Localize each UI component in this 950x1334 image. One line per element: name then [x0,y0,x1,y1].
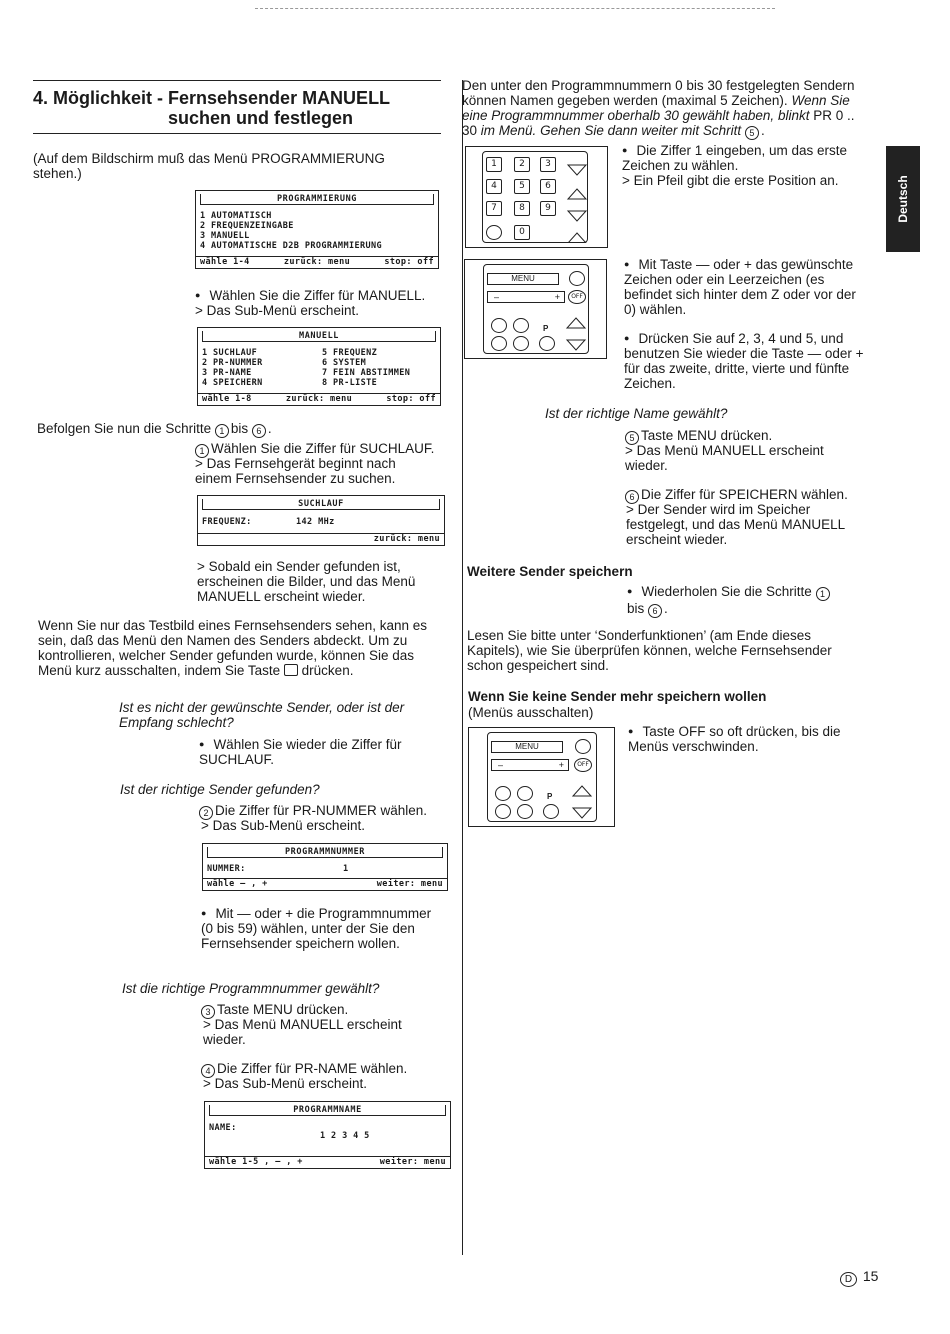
right-intro: Den unter den Programmnummern 0 bis 30 festgelegten Sendern können Namen gegeben werden (maximal 5 Zeichen). Wenn Sie eine Programmnummer oberhalb 30 gewählt haben, blinkt PR 0 .. 30 im Menü. Gehen Sie dann weiter mit Schritt 5 . [462,78,855,138]
page-footer [840,1268,878,1287]
round-key [491,336,507,351]
step1-result: > Das Fernsehgerät beginnt nach einem Fernsehsender zu suchen. [195,456,396,486]
right-intro-blinkt: blinkt [777,108,810,123]
menu-item: 1 AUTOMATISCH [200,211,272,221]
step5-result: > Das Menü MANUELL erscheint wieder. [625,443,824,473]
menu-footer-select: wähle 1-8 [202,394,252,404]
menu-item: 5 FREQUENZ [322,348,378,358]
remote-menu-illustration [464,259,607,359]
weitere-heading: Weitere Sender speichern [467,564,633,579]
menu-title: SUCHLAUF [202,499,440,510]
menu-item: 8 PR-LISTE [322,378,378,388]
round-key [517,786,533,801]
menu-programmnummer [202,843,448,891]
minus-label: – [498,760,504,770]
step-number-1: 1 [215,424,229,438]
menu-key [491,741,563,753]
menu-key-label: MENU [515,742,539,751]
menu-item: 2 FREQUENZEINGABE [200,221,294,231]
menu-footer-stop: stop: off [384,257,434,267]
testbild-body: Wenn Sie nur das Testbild eines Fernsehsenders sehen, kann es sein, daß das Menü den Namen des Senders abdeckt. Um zu kontrollieren, welcher Sender gefunden wurde, können Sie das Menü kurz ausschalten, indem Sie Taste [38,618,427,678]
minus-label: – [494,292,500,302]
right-intro-pr: PR 0 .. 30 [462,108,855,138]
testbild-end: drücken. [301,663,354,678]
arrow-keys-icon [566,155,588,243]
menu-programmname [204,1101,451,1169]
step2-text: Die Ziffer für PR-NUMMER wählen. [215,803,428,818]
page-number: 15 [862,1268,879,1284]
step-number-3: 3 [201,1005,215,1019]
plus-label: + [558,760,564,770]
menu-footer-select: wähle 1-4 [200,257,250,267]
off-key: OFF [574,758,592,772]
step-number-5: 5 [745,126,759,140]
bullet-programmnummer [201,906,441,951]
key-3: 3 [540,157,556,172]
key-9: 9 [540,201,556,216]
step2-result: > Das Sub-Menü erscheint. [201,818,365,833]
right-intro-italic: Wenn Sie eine Programmnummer oberhalb 30 gewählt haben, [462,93,850,123]
key-5: 5 [514,179,530,194]
menu-footer-next: weiter: menu [379,1157,446,1167]
menu-programmierung [195,190,439,269]
menu-footer [203,878,447,890]
off-bullet: ● Taste OFF so oft drücken, bis die Menüs verschwinden. [628,724,868,754]
step-number-6: 6 [625,490,639,504]
step3-result: > Das Menü MANUELL erscheint wieder. [203,1017,402,1047]
section-title-line2: suchen und festlegen [168,108,354,128]
menu-item: 6 SYSTEM [322,358,367,368]
menu-footer-select: wähle – , + [207,879,268,889]
menu-suchlauf [197,495,445,546]
menu-item: 3 PR-NAME [202,368,252,378]
p-label: P [547,792,553,801]
round-key [495,804,511,819]
step6-result: > Der Sender wird im Speicher festgelegt, und das Menü MANUELL erscheint wieder. [626,502,845,547]
bullet-manuell: ● Wählen Sie die Ziffer für MANUELL. [195,288,425,303]
key-4: 4 [486,179,502,194]
weitere-bullet-text: ● Wiederholen Sie die Schritte [627,584,812,599]
round-key [575,739,591,754]
menu-footer [198,393,440,405]
name-label: NAME: [209,1123,237,1133]
step-number-5: 5 [625,431,639,445]
section-title-line1: 4. Möglichkeit - Fernsehsender MANUELL [33,88,391,108]
round-key [513,318,529,333]
key-2: 2 [514,157,530,172]
weitere-bullet: ● Wiederholen Sie die Schritte 1 bis 6 . [627,584,867,618]
menu-footer-next: weiter: menu [376,879,443,889]
menu-key-label: MENU [511,274,535,283]
menu-footer-back: zurück: menu [283,257,351,267]
menu-item: 7 FEIN ABSTIMMEN [322,368,411,378]
key-7: 7 [486,201,502,216]
wenn-sub: (Menüs ausschalten) [468,705,594,720]
round-key [486,225,502,240]
intro-text: (Auf dem Bildschirm muß das Menü PROGRAMMIERUNG stehen.) [33,151,385,181]
menu-footer [205,1156,450,1168]
bullet-ziffer1: ● Die Ziffer 1 eingeben, um das erste Zeichen zu wählen. [622,143,867,173]
step-number-4: 4 [201,1064,215,1078]
step-number-1: 1 [816,587,830,601]
menu-footer-back: zurück: menu [373,534,440,544]
menu-title: PROGRAMMNAME [209,1105,446,1116]
step6-text: Die Ziffer für SPEICHERN wählen. [641,487,848,502]
menu-title: PROGRAMMIERUNG [200,194,434,205]
wenn-heading: Wenn Sie keine Sender mehr speichern wollen [468,689,767,704]
title-rule-top [33,80,441,81]
menu-item: 4 AUTOMATISCHE D2B PROGRAMMIERUNG [200,241,383,251]
menu-footer-back: zurück: menu [285,394,353,404]
frequency-value: 142 MHz [296,517,335,527]
menu-item: 3 MANUELL [200,231,250,241]
plus-label: + [554,292,560,302]
round-key [569,271,585,286]
steps-intro: Befolgen Sie nun die Schritte 1 bis 6 . [37,421,272,436]
testbild-text [38,618,450,678]
menu-footer-select: wähle 1-5 , – , + [209,1157,303,1167]
step-number-6: 6 [648,604,662,618]
menu-footer [198,533,444,545]
weitere-bis: bis [627,601,645,616]
question-gefunden: Ist der richtige Sender gefunden? [120,782,320,797]
question-name: Ist der richtige Name gewählt? [545,406,728,421]
key-8: 8 [514,201,530,216]
name-positions: 1 2 3 4 5 [320,1131,370,1141]
number-label: NUMMER: [207,864,246,874]
country-badge: D [840,1272,857,1287]
arrow-keys-icon [571,782,593,822]
round-key [543,804,559,819]
round-key [517,804,533,819]
step4-result: > Das Sub-Menü erscheint. [203,1076,367,1091]
off-key: OFF [568,290,586,304]
round-key [513,336,529,351]
bullet-druecken: ● Drücken Sie auf 2, 3, 4 und 5, und benutzen Sie wieder die Taste — oder + für das zweite, dritte, vierte und fünfte Zeichen. [624,331,872,391]
question-sender: Ist es nicht der gewünschte Sender, oder ist der Empfang schlecht? [119,700,405,730]
round-key [495,786,511,801]
language-tab [886,146,920,252]
round-key [491,318,507,333]
pfeil-text: > Ein Pfeil gibt die erste Position an. [622,173,839,188]
step-number-6: 6 [252,424,266,438]
key-0: 0 [514,225,530,240]
bullet-suchlauf-text: ● Wählen Sie wieder die Ziffer für SUCHLAUF. [199,737,402,767]
menu-item: 4 SPEICHERN [202,378,263,388]
menu-title: PROGRAMMNUMMER [207,847,443,858]
step3-text: Taste MENU drücken. [217,1002,349,1017]
tv-key-icon [284,664,298,676]
arrow-keys-icon [565,314,587,354]
title-rule-bottom [33,133,441,134]
remote-numpad-illustration [465,146,608,248]
language-tab-label: Deutsch [896,175,910,223]
menu-item: 2 PR-NUMMER [202,358,263,368]
step1-text: Wählen Sie die Ziffer für SUCHLAUF. [211,441,435,456]
number-value: 1 [343,864,349,874]
menu-footer [196,256,438,268]
frequency-label: FREQUENZ: [202,517,252,527]
bullet-suchlauf [199,737,429,767]
bullet-taste: ● Mit Taste — oder + das gewünschte Zeichen oder ein Leerzeichen (es befindet sich hinter dem Z oder vor der 0) wählen. [624,257,864,317]
sonder-text: Lesen Sie bitte unter ‘Sonderfunktionen’ (am Ende dieses Kapitels), wie Sie überprüfen können, welche Fernsehsender schon gespeichert sind. [467,628,832,673]
step-number-1: 1 [195,444,209,458]
key-1: 1 [486,157,502,172]
minus-plus-key [491,759,569,771]
menu-item: 1 SUCHLAUF [202,348,258,358]
step-number-2: 2 [199,806,213,820]
arrow-submenu: > Das Sub-Menü erscheint. [195,303,359,318]
p-label: P [543,324,549,333]
found-text: > Sobald ein Sender gefunden ist, erscheinen die Bilder, und das Menü MANUELL erscheint wieder. [197,559,416,604]
menu-key [487,273,559,285]
right-intro-italic2: im Menü. Gehen Sie dann weiter mit Schritt [480,123,742,138]
menu-title: MANUELL [202,331,436,342]
top-scan-marks [255,8,775,13]
steps-bis: bis [230,421,249,436]
menu-footer-stop: stop: off [386,394,436,404]
key-6: 6 [540,179,556,194]
column-divider [462,80,463,1255]
minus-plus-key [487,291,565,303]
round-key [539,336,555,351]
step5-text: Taste MENU drücken. [641,428,773,443]
bullet-programmnummer-text: ● Mit — oder + die Programmnummer (0 bis 59) wählen, unter der Sie den Fernsehsender speichern wollen. [201,906,431,951]
steps-intro-text: Befolgen Sie nun die Schritte [37,421,212,436]
menu-manuell [197,327,441,406]
right-intro-normal: Den unter den Programmnummern 0 bis 30 festgelegten Sendern können Namen gegeben werden (maximal 5 Zeichen). [462,78,855,108]
remote-off-illustration [468,727,615,827]
step4-text: Die Ziffer für PR-NAME wählen. [217,1061,408,1076]
question-programmnummer: Ist die richtige Programmnummer gewählt? [122,981,380,996]
